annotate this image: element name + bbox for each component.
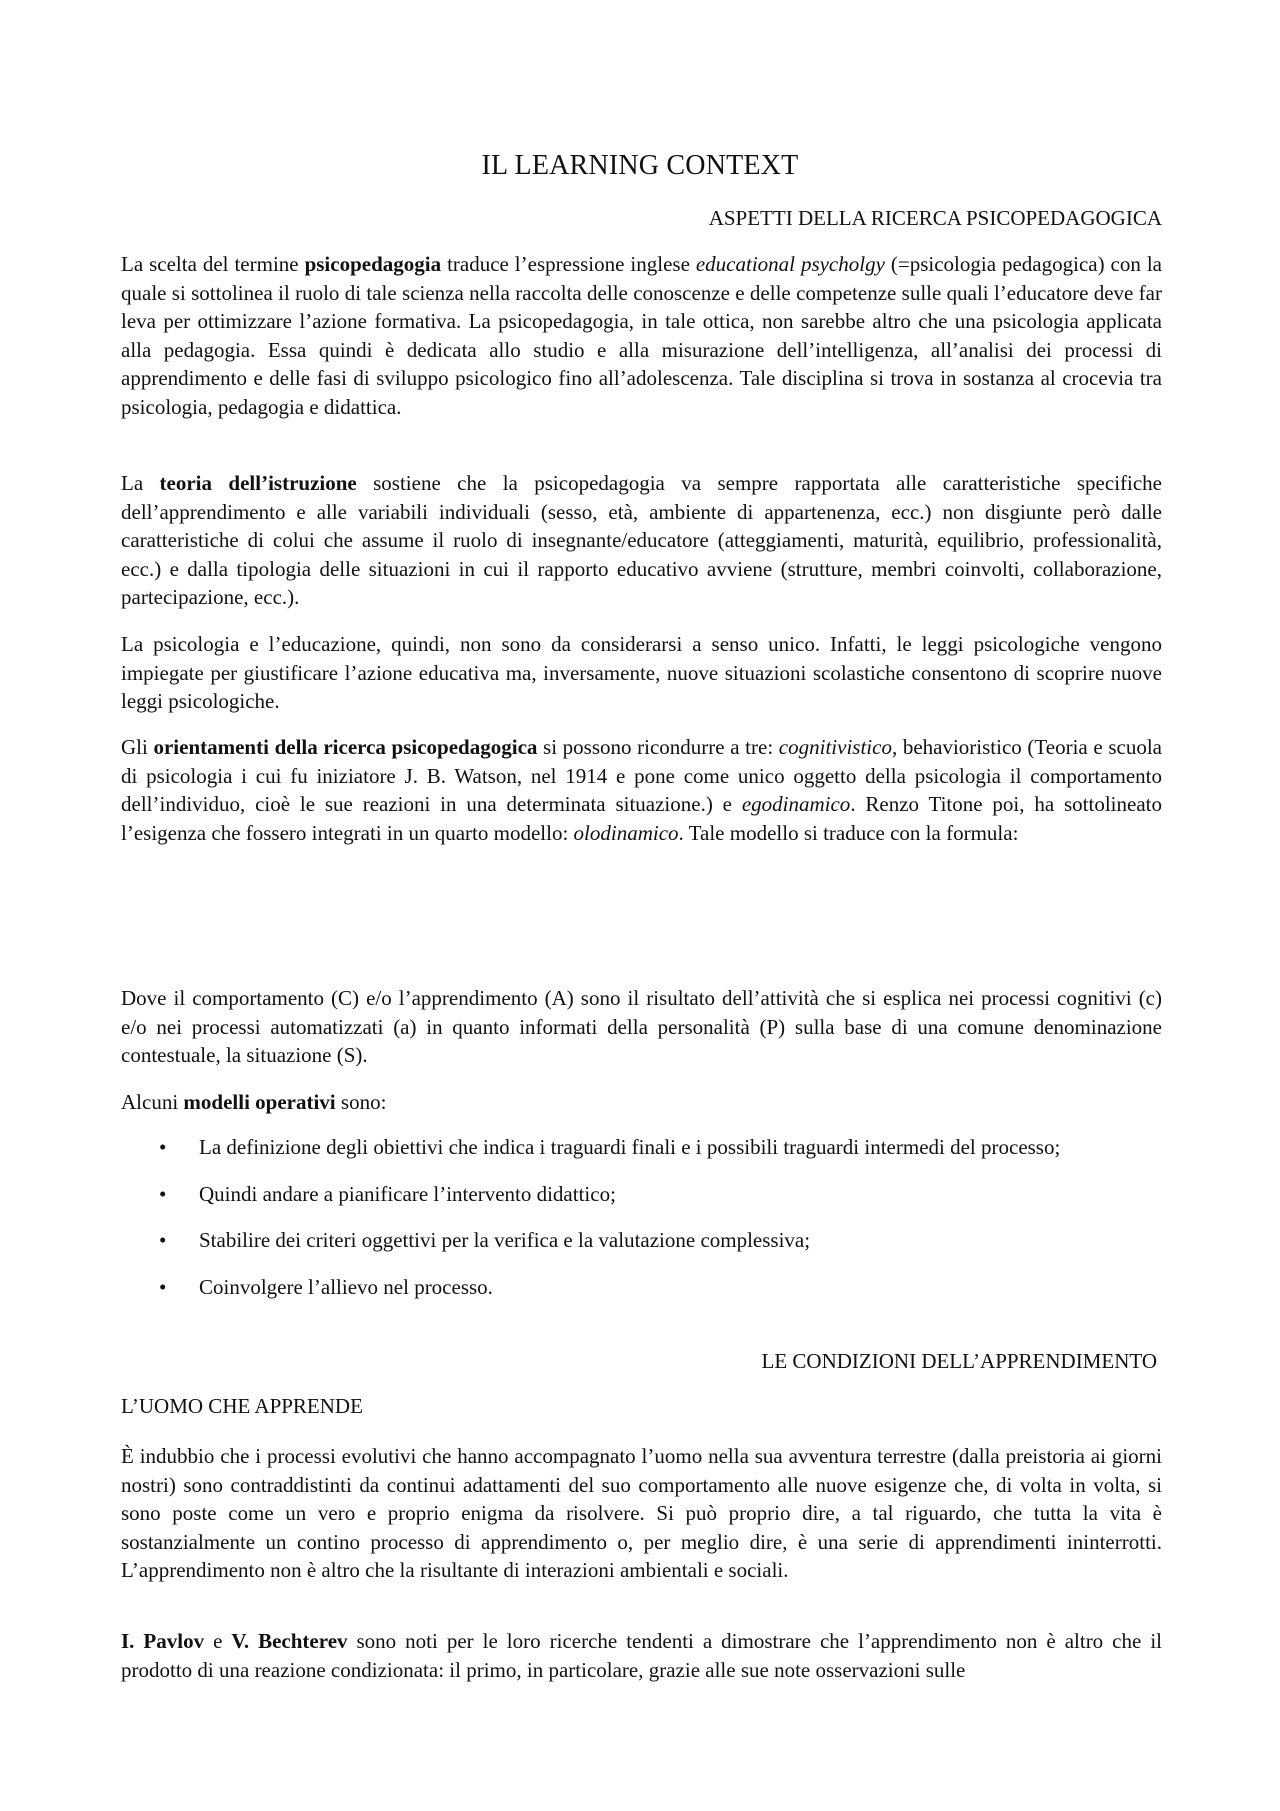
text-run: . Tale modello si traduce con la formula:	[678, 820, 1019, 845]
bold-term: I. Pavlov	[121, 1629, 205, 1653]
text-run: e	[204, 1629, 232, 1653]
text-run: La scelta del termine	[121, 252, 305, 276]
paragraph-comportamento-formula: Dove il comportamento (C) e/o l’apprendimento (A) sono il risultato dell’attività che si esplica nei processi cognitivi (c) e/o nei processi automatizzati (a) in quanto informati della personalità (P) sulla base di una comune denominazione contestuale, la situazione (S).	[121, 986, 1162, 1067]
text-run: si possono ricondurre a tre:	[537, 735, 779, 759]
italic-term: egodinamico	[741, 792, 851, 816]
paragraph-orientamenti	[121, 733, 1162, 847]
bold-term: psicopedagogia	[304, 252, 442, 276]
paragraph-psicopedagogia	[121, 250, 1162, 421]
list-item-text: Quindi andare a pianificare l’intervento didattico;	[199, 1181, 616, 1206]
text-run: Gli	[121, 735, 154, 759]
italic-term: cognitivistico	[778, 735, 892, 759]
paragraph-pavlov-bechterev	[121, 1627, 1162, 1684]
bullet-icon: •	[159, 1274, 167, 1299]
text-run: traduce l’espressione inglese	[441, 252, 696, 276]
text-run: , behavioristico (Teoria e scuola di psicologia i cui fu iniziatore J. B. Watson, nel 1914 e pone come unico oggetto della psicologia il comportamento dell’individuo, cioè le sue reazioni in una determinata situazione.) e	[121, 735, 1162, 816]
list-item	[121, 1180, 1162, 1209]
paragraph-modelli-operativi	[121, 1088, 1162, 1117]
bold-term: modelli operativi	[183, 1090, 336, 1114]
list-item-text: Coinvolgere l’allievo nel processo.	[199, 1274, 493, 1299]
text-run: . Renzo Titone poi, ha sottolineato l’esigenza che fossero integrati in un quarto modello:	[121, 792, 1162, 845]
list-item	[121, 1226, 1162, 1255]
italic-term: olodinamico	[573, 820, 679, 845]
bullet-icon: •	[159, 1135, 167, 1159]
section-heading-conditions: LE CONDIZIONI DELL’APPRENDIMENTO	[761, 1349, 1157, 1373]
text-run: sono:	[335, 1090, 387, 1114]
list-item-text: La definizione degli obiettivi che indica i traguardi finali e i possibili traguardi intermedi del processo;	[199, 1135, 1061, 1159]
list-item	[121, 1273, 1162, 1302]
text-run: La	[121, 471, 160, 495]
text-run: Alcuni	[121, 1090, 184, 1114]
bold-term: V. Bechterev	[231, 1629, 348, 1653]
paragraph-teoria-istruzione	[121, 469, 1162, 612]
section-subheading-uomo: L’UOMO CHE APPRENDE	[121, 1394, 363, 1418]
page-title: IL LEARNING CONTEXT	[481, 150, 799, 181]
list-item-text: Stabilire dei criteri oggettivi per la verifica e la valutazione complessiva;	[199, 1228, 811, 1252]
text-run: (=psicologia pedagogica) con la quale si sottolinea il ruolo di tale scienza nella raccolta delle conoscenze e delle competenze sulle quali l’educatore deve far leva per ottimizzare l’azione formativa. La psicopedagogia, in tale ottica, non sarebbe altro che una psicologia applicata alla pedagogia. Essa quindi è dedicata allo studio e alla misurazione dell’intelligenza, all’analisi dei processi di apprendimento e delle fasi di sviluppo psicologico fino all’adolescenza. Tale disciplina si trova in sostanza al crocevia tra psicologia, pedagogia e didattica.	[121, 252, 1162, 419]
bold-term: orientamenti della ricerca psicopedagogica	[153, 735, 538, 759]
bullet-list	[121, 1133, 1162, 1319]
bullet-icon: •	[159, 1228, 167, 1252]
bullet-icon: •	[159, 1181, 167, 1206]
paragraph-psicologia-educazione: La psicologia e l’educazione, quindi, non sono da considerarsi a senso unico. Infatti, le leggi psicologiche vengono impiegate per giustificare l’azione educativa ma, inversamente, nuove situazioni scolastiche consentono di scoprire nuove leggi psicologiche.	[121, 632, 1162, 713]
text-run: sostiene che la psicopedagogia va sempre rapportata alle caratteristiche specifiche dell’apprendimento e alle variabili individuali (sesso, età, ambiente di appartenenza, ecc.) non disgiunte però dalle caratteristiche di colui che assume il ruolo di insegnante/educatore (atteggiamenti, maturità, equilibrio, professionalità, ecc.) e dalla tipologia delle situazioni in cui il rapporto educativo avviene (strutture, membri coinvolti, collaborazione, partecipazione, ecc.).	[121, 471, 1162, 609]
paragraph-processi-evolutivi: È indubbio che i processi evolutivi che hanno accompagnato l’uomo nella sua avventura terrestre (dalla preistoria ai giorni nostri) sono contraddistinti da continui adattamenti del suo comportamento alle nuove esigenze che, di volta in volta, si sono poste come un vero e proprio enigma da risolvere. Si può proprio dire, a tal riguardo, che tutta la vita è sostanzialmente un contino processo di apprendimento o, per meglio dire, è una serie di apprendimenti ininterrotti. L’apprendimento non è altro che la risultante di interazioni ambientali e sociali.	[121, 1444, 1162, 1582]
list-item	[121, 1133, 1162, 1162]
bold-term: teoria dell’istruzione	[159, 471, 357, 495]
section-heading-research-aspects: ASPETTI DELLA RICERCA PSICOPEDAGOGICA	[708, 206, 1162, 230]
italic-term: educational psycholgy	[695, 252, 885, 276]
text-run: sono noti per le loro ricerche tendenti a dimostrare che l’apprendimento non è altro che il prodotto di una reazione condizionata: il primo, in particolare, grazie alle sue note osservazioni sulle	[121, 1629, 1162, 1682]
